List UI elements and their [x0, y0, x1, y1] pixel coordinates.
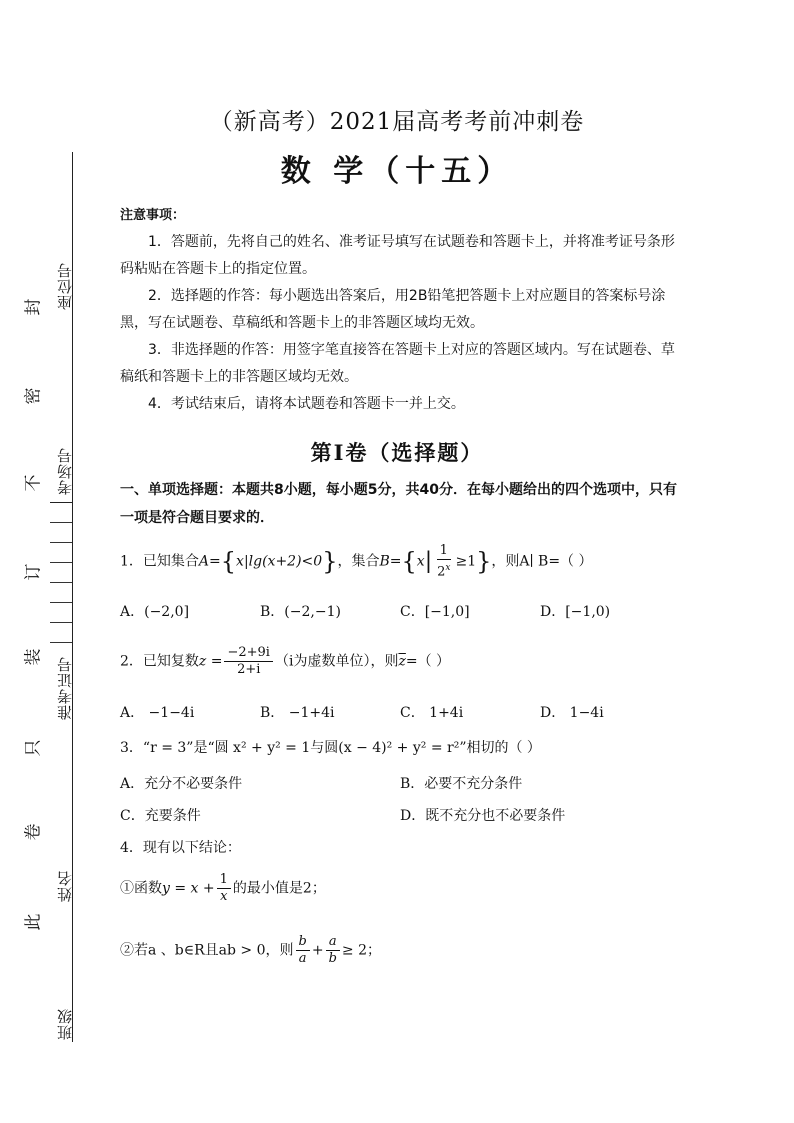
seal-char-2: 密	[23, 388, 41, 409]
q1-option-c: C．[−1,0]	[400, 604, 470, 620]
notice-item-4: 4．考试结束后，请将本试题卷和答题卡一并上交。	[148, 396, 465, 412]
q1-option-d: D．[−1,0)	[540, 604, 611, 620]
notice-item-2: 2．选择题的作答：每小题选出答案后，用2B铅笔把答题卡上对应题目的答案标号涂黑，写在试题卷、草稿纸和答题卡上的非答题区域均无效。	[120, 288, 666, 331]
q4-statement-1: ①函数y = x + $\frac{1}{x}$ 的最小值是2；	[120, 872, 326, 904]
q2-option-a: A． −1−4i	[120, 705, 195, 721]
seal-char-7: 卷	[23, 824, 41, 845]
q1-option-a: A．(−2,0]	[120, 604, 190, 620]
exam-room-grid	[50, 502, 73, 643]
admission-number-label: 准考证号	[56, 656, 74, 720]
seal-char-8: 此	[23, 914, 41, 935]
q2-option-d: D． 1−4i	[540, 705, 604, 721]
q4-statement-2: ②若a 、b∈R且ab > 0，则 $\frac{b}{a}$ + $\frac{a}{b}$ ≥ 2；	[120, 934, 381, 966]
question-1: 1．已知集合A={x|lg(x+2)<0}，集合B={x| $\frac{1}{2^x}$ ≥1}，则A∣ B=（ ）	[120, 543, 593, 580]
q3-option-c: C．充要条件	[120, 808, 201, 824]
seal-char-6: 只	[23, 740, 41, 761]
section-intro: 一、单项选择题：本题共8小题，每小题5分，共40分．在每小题给出的四个选项中，只有一项是符合题目要求的．	[120, 482, 677, 526]
seal-char-5: 装	[23, 649, 41, 670]
seal-char-3: 不	[23, 475, 41, 496]
q2-option-b: B． −1+4i	[260, 705, 335, 721]
exam-room-label: 考场号	[56, 447, 74, 495]
exam-series-title: （新高考）2021届高考考前冲刺卷	[209, 109, 585, 135]
q3-option-a: A．充分不必要条件	[120, 776, 243, 792]
q3-option-d: D．既不充分也不必要条件	[400, 808, 566, 824]
section-title: 第Ⅰ卷（选择题）	[310, 440, 484, 465]
q3-option-b: B．必要不充分条件	[400, 776, 523, 792]
question-4: 4．现有以下结论：	[120, 840, 241, 856]
q1-option-b: B．(−2,−1)	[260, 604, 341, 620]
name-label: 姓名	[56, 870, 74, 902]
page-title: 数 学（十五）	[280, 154, 514, 189]
seal-char-4: 订	[23, 564, 41, 585]
seat-number-label: 座位号	[56, 262, 74, 310]
q2-option-c: C． 1+4i	[400, 705, 464, 721]
question-2: 2．已知复数z = $\frac{-2+9i}{2+i}$ （i为虚数单位），则$\overline{z}=$（ ）	[120, 645, 451, 677]
class-label: 班级	[56, 1008, 74, 1040]
seal-char-1: 封	[23, 299, 41, 320]
notice-item-1: 1．答题前，先将自己的姓名、准考证号填写在试题卷和答题卡上，并将准考证号条形码粘贴在答题卡上的指定位置。	[120, 234, 675, 277]
notice-item-3: 3．非选择题的作答：用签字笔直接答在答题卡上对应的答题区域内。写在试题卷、草稿纸和答题卡上的非答题区域均无效。	[120, 342, 675, 385]
notice-heading: 注意事项：	[120, 208, 186, 223]
question-3: 3．“r = 3”是“圆 x² + y² = 1与圆(x − 4)² + y² = r²”相切的（ ）	[120, 740, 541, 756]
